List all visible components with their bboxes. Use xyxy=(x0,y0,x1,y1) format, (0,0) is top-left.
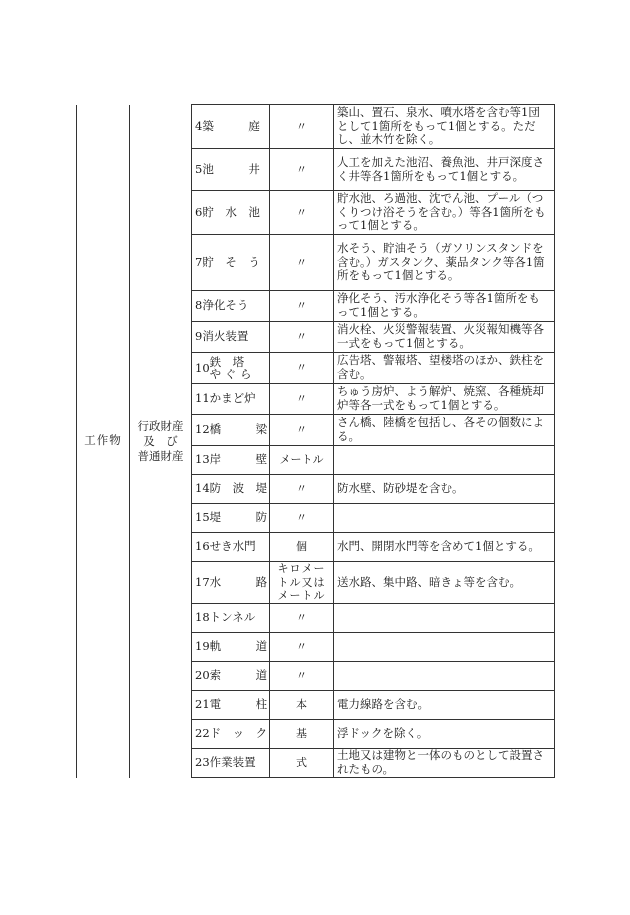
item-number: 20 xyxy=(195,668,210,683)
item-number: 16 xyxy=(195,539,210,554)
unit-cell: 〃 xyxy=(270,604,334,633)
item-name: 貯 水 池 xyxy=(202,204,260,219)
item-number: 18 xyxy=(195,610,210,625)
unit-cell: 〃 xyxy=(270,105,334,149)
unit-cell: 〃 xyxy=(270,291,334,322)
item-number: 13 xyxy=(195,452,210,467)
unit-cell: キロメートル又はメートル xyxy=(270,562,334,604)
unit-cell: 〃 xyxy=(270,415,334,446)
item-cell xyxy=(192,504,270,533)
item-name: 消火装置 xyxy=(202,329,249,344)
item-number: 23 xyxy=(195,755,210,770)
unit-cell: 〃 xyxy=(270,322,334,353)
unit-cell: 〃 xyxy=(270,633,334,662)
item-cell xyxy=(192,191,270,235)
item-number: 19 xyxy=(195,639,210,654)
item-cell xyxy=(192,720,270,749)
item-cell xyxy=(192,691,270,720)
item-name: 浄化そう xyxy=(202,298,249,313)
note-cell: 消火栓、火災警報装置、火災報知機等各一式をもって1個とする。 xyxy=(334,322,555,353)
note-cell xyxy=(334,662,555,691)
note-cell: 土地又は建物と一体のものとして設置されたもの。 xyxy=(334,749,555,778)
item-name: 防 波 堤 xyxy=(209,481,268,496)
item-cell xyxy=(192,662,270,691)
item-cell xyxy=(192,415,270,446)
note-cell: 貯水池、ろ過池、沈でん池、プール（つくりつけ浴そうを含む。）等各1箇所をもって1個とする。 xyxy=(334,191,555,235)
item-name: 作業装置 xyxy=(209,755,256,770)
item-name: 橋 梁 xyxy=(209,422,268,437)
item-cell xyxy=(192,235,270,291)
unit-cell: 〃 xyxy=(270,149,334,191)
unit-cell: 基 xyxy=(270,720,334,749)
item-number: 7 xyxy=(195,254,203,269)
item-number: 12 xyxy=(195,422,210,437)
item-number: 17 xyxy=(195,574,210,589)
item-cell xyxy=(192,604,270,633)
item-name: 堤 防 xyxy=(209,510,268,525)
item-name: 築 庭 xyxy=(202,118,260,133)
subcategory-line: 普通財産 xyxy=(137,448,184,463)
item-cell xyxy=(192,384,270,415)
item-number: 14 xyxy=(195,481,210,496)
category-cell xyxy=(77,105,130,778)
note-cell xyxy=(334,604,555,633)
item-name: トンネル xyxy=(209,610,256,625)
item-number: 21 xyxy=(195,697,210,712)
item-number: 22 xyxy=(195,726,210,741)
item-cell xyxy=(192,291,270,322)
note-cell: 広告塔、警報塔、望楼塔のほか、鉄柱を含む。 xyxy=(334,353,555,384)
item-cell xyxy=(192,322,270,353)
unit-cell: 式 xyxy=(270,749,334,778)
property-classification-table xyxy=(76,104,555,778)
item-name: 貯 そ う xyxy=(202,254,260,269)
item-cell xyxy=(192,749,270,778)
item-cell xyxy=(192,633,270,662)
subcategory-line: 行政財産 xyxy=(137,418,184,433)
note-cell: 浮ドックを除く。 xyxy=(334,720,555,749)
unit-cell: 〃 xyxy=(270,191,334,235)
item-cell xyxy=(192,353,270,384)
note-cell: さん橋、陸橋を包括し、各その個数による。 xyxy=(334,415,555,446)
unit-cell: メートル xyxy=(270,446,334,475)
item-number: 15 xyxy=(195,510,210,525)
note-cell xyxy=(334,504,555,533)
item-name: 軌 道 xyxy=(209,639,268,654)
item-name: せき水門 xyxy=(209,539,256,554)
note-cell: 電力線路を含む。 xyxy=(334,691,555,720)
item-cell xyxy=(192,533,270,562)
note-cell: 浄化そう、汚水浄化そう等各1箇所をもって1個とする。 xyxy=(334,291,555,322)
unit-cell: 本 xyxy=(270,691,334,720)
item-name: 鉄 塔 や ぐ ら xyxy=(209,355,252,381)
item-name: 池 井 xyxy=(202,161,260,176)
note-cell: 築山、置石、泉水、噴水塔を含む等1団として1箇所をもって1個とする。ただし、並木竹を除く。 xyxy=(334,105,555,149)
unit-cell: 〃 xyxy=(270,235,334,291)
note-cell: 水そう、貯油そう（ガソリンスタンドを含む。）ガスタンク、薬品タンク等各1箇所をもって1個とする。 xyxy=(334,235,555,291)
item-number: 11 xyxy=(195,391,210,406)
item-cell xyxy=(192,446,270,475)
note-cell xyxy=(334,446,555,475)
item-name: かまど炉 xyxy=(209,391,256,406)
note-cell: 水門、開閉水門等を含めて1個とする。 xyxy=(334,533,555,562)
item-number: 6 xyxy=(195,204,203,219)
note-cell: 送水路、集中路、暗きょ等を含む。 xyxy=(334,562,555,604)
item-cell xyxy=(192,105,270,149)
item-name: 索 道 xyxy=(209,668,268,683)
item-cell xyxy=(192,562,270,604)
note-cell: 人工を加えた池沼、養魚池、井戸深度さく井等各1箇所をもって1個とする。 xyxy=(334,149,555,191)
item-name: 岸 壁 xyxy=(209,452,268,467)
item-number: 4 xyxy=(195,118,203,133)
subcategory-cell xyxy=(130,105,192,778)
unit-cell: 〃 xyxy=(270,475,334,504)
item-cell xyxy=(192,475,270,504)
item-number: 8 xyxy=(195,298,203,313)
unit-cell: 〃 xyxy=(270,504,334,533)
unit-cell: 〃 xyxy=(270,384,334,415)
table-row xyxy=(77,105,555,149)
item-cell xyxy=(192,149,270,191)
unit-cell: 〃 xyxy=(270,353,334,384)
category-label: 工作物 xyxy=(84,433,122,448)
item-number: 5 xyxy=(195,161,203,176)
item-number: 9 xyxy=(195,329,203,344)
note-cell xyxy=(334,633,555,662)
subcategory-line: 及 び xyxy=(143,433,178,448)
item-number: 10 xyxy=(195,361,210,375)
note-cell: 防水壁、防砂堤を含む。 xyxy=(334,475,555,504)
unit-cell: 個 xyxy=(270,533,334,562)
item-name: 水 路 xyxy=(209,574,268,589)
note-cell: ちゅう房炉、よう解炉、焼窯、各種焼却炉等各一式をもって1個とする。 xyxy=(334,384,555,415)
unit-cell: 〃 xyxy=(270,662,334,691)
item-name: 電 柱 xyxy=(209,697,268,712)
item-name: ド ッ ク xyxy=(209,726,268,741)
